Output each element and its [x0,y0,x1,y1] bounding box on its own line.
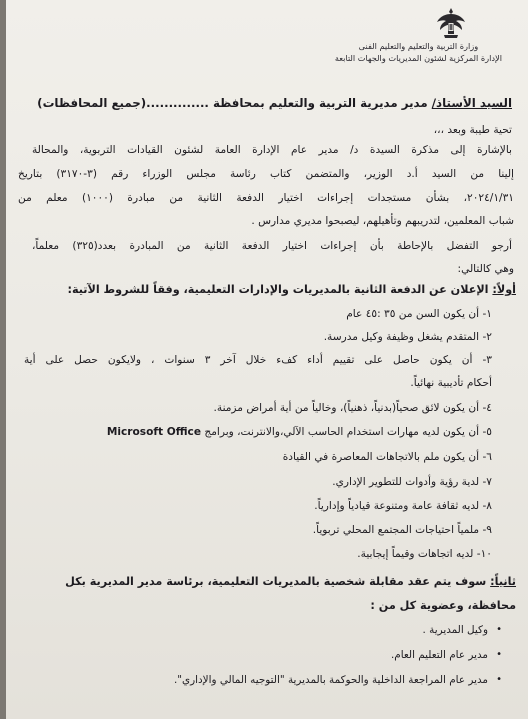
condition-7: ٧- لدية رؤية وأدوات للتطوير الإداري. [332,476,492,488]
condition-3-continued: أحكام تأديبية نهائياً. [410,377,492,389]
condition-1: ١- أن يكون السن من ٣٥ :٤٥ عام [346,308,492,320]
section-1-title: الإعلان عن الدفعة الثانية بالمديريات والإدارات التعليمية، وفقاً للشروط الآتية: [67,283,493,296]
addressee-text: مدير مديرية التربية والتعليم بمحافظة ..............(جميع المحافظات) [37,96,432,110]
department-name: الإدارة المركزية لشئون المديريات والجهات التابعة [334,53,502,63]
condition-5 [107,426,492,438]
condition-2: ٢- المتقدم يشغل وظيفة وكيل مدرسة. [323,331,492,343]
condition-5-text: ٥- أن يكون لديه مهارات استخدام الحاسب الآلي،والانترنت، وبرامج [204,426,492,438]
condition-3: ٣- أن يكون حاصل على تقييم أداء كفء خلال آخر ٣ سنوات ، ولايكون حصل على أية [24,354,492,366]
committee-member-1: • وكيل المديرية . [423,624,488,636]
body-paragraph-2-line-1: أرجو التفضل بالإحاطة بأن إجراءات اختيار الدفعة الثانية من المبادرة بعدد(٣٢٥) معلماً، [32,240,512,252]
eagle-emblem-icon [436,6,466,40]
committee-member-3: • مدير عام المراجعة الداخلية والحوكمة بالمديرية "التوجيه المالي والإداري". [174,674,488,686]
addressee-line [37,96,512,110]
condition-9: ٩- ملمياً احتياجات المجتمع المحلي تربوياً. [312,524,492,536]
condition-10: ١٠- لديه اتجاهات وقيماً إيجابية. [357,548,492,560]
ministry-header [335,40,502,64]
section-2-number: ثانياً: [490,575,516,588]
body-paragraph-2-line-2: وهي كالتالي: [457,263,514,275]
body-paragraph-1-line-2: إلينا من السيد أ.د الوزير، والمتضمن كتاب رئاسة مجلس الوزراء رقم (٣-٣١٧٠) بتاريخ [18,168,514,180]
condition-8: ٨- لديه ثقافة عامة ومتنوعة قيادياً وإدارياً. [314,500,492,512]
section-1-heading [67,283,516,296]
committee-member-2: • مدير عام التعليم العام. [391,649,488,661]
condition-4: ٤- أن يكون لائق صحياً(بدنياً، ذهنياً)، وخالياً من أية أمراض مزمنة. [213,402,492,414]
document-page [6,0,528,719]
body-paragraph-1-line-1: بالإشارة إلى مذكرة السيدة د/ مدير عام الإدارة العامة لشئون القيادات التربوية، والمحالة [32,144,512,156]
section-2-line-1: سوف يتم عقد مقابلة شخصية بالمديريات التعليمية، برئاسة مدير المديرية بكل [65,575,491,588]
greeting: تحية طيبة وبعد ،،، [433,124,512,136]
ministry-name: وزارة التربية والتعليم والتعليم الفنى [358,41,479,51]
software-name: Microsoft Office [106,426,202,438]
condition-6: ٦- أن يكون ملم بالاتجاهات المعاصرة في القيادة [282,451,492,463]
body-paragraph-1-line-3: ٢٠٢٤/١/٣١، بشأن مستجدات إجراءات اختيار الدفعة الثانية من مبادرة (١٠٠٠) معلم من [18,192,514,204]
body-paragraph-1-line-4: شباب المعلمين، لتدريبهم وتأهيلهم، ليصبحوا مديري مدارس . [251,215,514,227]
section-2-line-2: محافظة، وعضوية كل من : [370,599,516,612]
section-1-number: أولاً: [492,283,516,296]
section-2-heading [65,575,516,588]
addressee-title: السيد الأستاذ/ [431,96,512,110]
